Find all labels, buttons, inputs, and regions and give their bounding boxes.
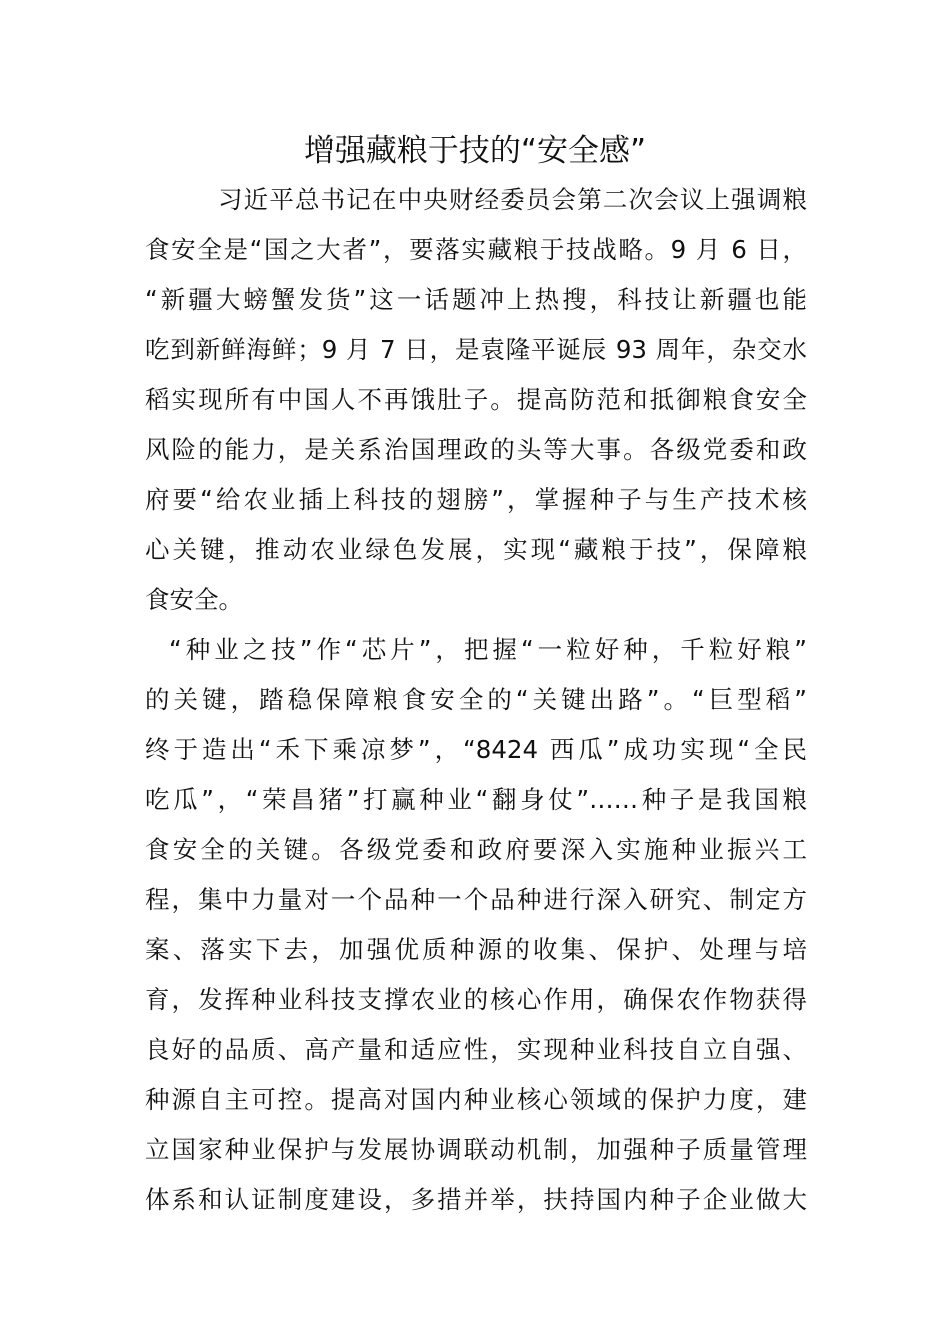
paragraph-line: 食安全的关键。各级党委和政府要深入实施种业振兴工 [145, 835, 807, 864]
paragraph-line: 体系和认证制度建设，多措并举，扶持国内种子企业做大 [145, 1185, 807, 1214]
paragraph-1 [145, 175, 807, 625]
paragraph-line: 种源自主可控。提高对国内种业核心领域的保护力度，建 [145, 1085, 807, 1114]
paragraph-line: 育，发挥种业科技支撑农业的核心作用，确保农作物获得 [145, 985, 807, 1014]
paragraph-line: “种业之技”作“芯片”，把握“一粒好种，千粒好粮” [169, 635, 807, 664]
paragraph-line: 立国家种业保护与发展协调联动机制，加强种子质量管理 [145, 1135, 807, 1164]
paragraph-line: 稻实现所有中国人不再饿肚子。提高防范和抵御粮食安全 [145, 385, 807, 414]
paragraph-line: 风险的能力，是关系治国理政的头等大事。各级党委和政 [145, 435, 807, 464]
paragraph-line: 习近平总书记在中央财经委员会第二次会议上强调粮 [218, 185, 807, 214]
paragraph-line: “新疆大螃蟹发货”这一话题冲上热搜，科技让新疆也能 [145, 285, 807, 314]
paragraph-line: 吃到新鲜海鲜；9 月 7 日，是袁隆平诞辰 93 周年，杂交水 [145, 335, 807, 364]
paragraph-line: 良好的品质、高产量和适应性，实现种业科技自立自强、 [145, 1035, 807, 1064]
paragraph-line: 程，集中力量对一个品种一个品种进行深入研究、制定方 [145, 885, 807, 914]
paragraph-line: 食安全是“国之大者”，要落实藏粮于技战略。9 月 6 日， [145, 235, 807, 264]
document-body [145, 175, 807, 1225]
paragraph-line: 府要“给农业插上科技的翅膀”，掌握种子与生产技术核 [145, 485, 807, 514]
paragraph-2 [145, 625, 807, 1225]
paragraph-line: 吃瓜”，“荣昌猪”打赢种业“翻身仗”……种子是我国粮 [145, 785, 807, 814]
paragraph-line: 心关键，推动农业绿色发展，实现“藏粮于技”，保障粮 [145, 535, 807, 564]
paragraph-line: 食安全。 [145, 585, 243, 614]
document-title: 增强藏粮于技的“安全感” [303, 133, 647, 169]
paragraph-line: 的关键，踏稳保障粮食安全的“关键出路”。“巨型稻” [145, 685, 807, 714]
paragraph-line: 终于造出“禾下乘凉梦”，“8424 西瓜”成功实现“全民 [145, 735, 807, 764]
paragraph-line: 案、落实下去，加强优质种源的收集、保护、处理与培 [145, 935, 807, 964]
